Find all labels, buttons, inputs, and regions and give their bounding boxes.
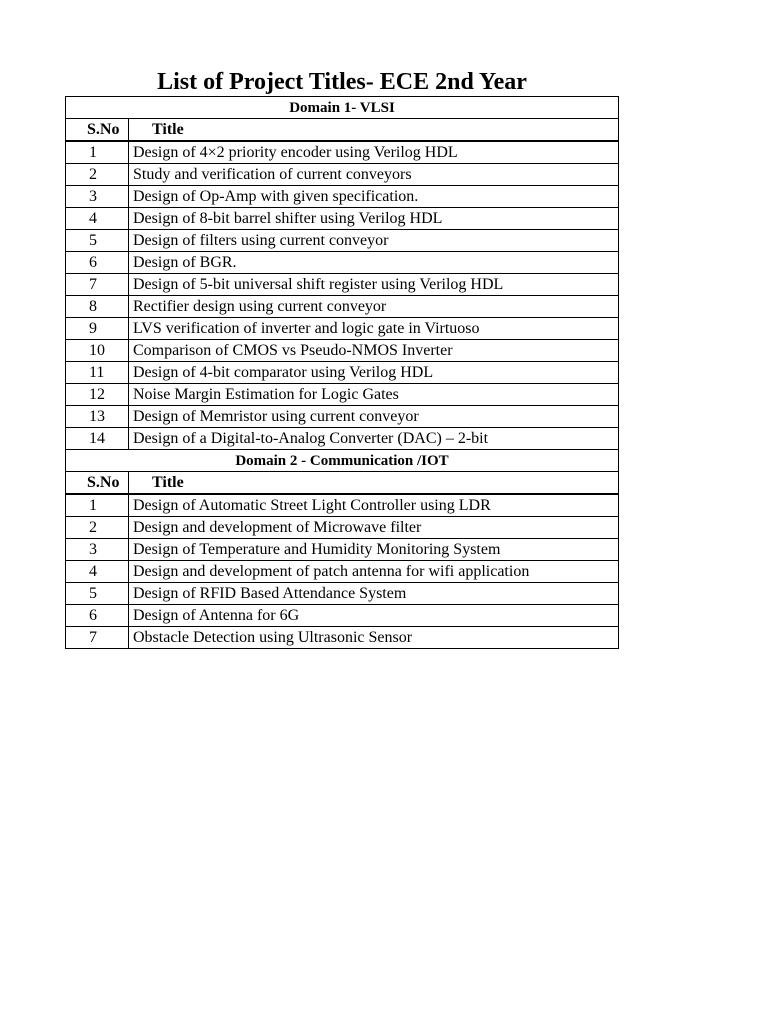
row-title: Noise Margin Estimation for Logic Gates <box>129 384 619 406</box>
domain-heading-row <box>66 450 619 472</box>
table-header-row <box>66 472 619 495</box>
column-header-sno: S.No <box>66 119 129 142</box>
domain-heading-row <box>66 97 619 119</box>
table-row <box>66 186 619 208</box>
row-title: Design of BGR. <box>129 252 619 274</box>
table-row <box>66 208 619 230</box>
row-title: Study and verification of current conveyors <box>129 164 619 186</box>
table-row <box>66 517 619 539</box>
row-sno: 1 <box>66 494 129 517</box>
row-sno: 9 <box>66 318 129 340</box>
row-sno: 3 <box>66 186 129 208</box>
row-sno: 4 <box>66 208 129 230</box>
table-row <box>66 561 619 583</box>
project-titles-table <box>65 96 619 649</box>
table-row <box>66 141 619 164</box>
table-row <box>66 230 619 252</box>
table-row <box>66 318 619 340</box>
row-title: Design of Antenna for 6G <box>129 605 619 627</box>
row-sno: 10 <box>66 340 129 362</box>
row-title: Design of Memristor using current conveyor <box>129 406 619 428</box>
row-title: Design of 4-bit comparator using Verilog HDL <box>129 362 619 384</box>
project-table-body <box>66 97 619 649</box>
table-row <box>66 384 619 406</box>
row-sno: 5 <box>66 230 129 252</box>
row-sno: 6 <box>66 605 129 627</box>
column-header-title: Title <box>129 472 619 495</box>
table-row <box>66 627 619 649</box>
row-sno: 2 <box>66 517 129 539</box>
row-sno: 13 <box>66 406 129 428</box>
domain-heading: Domain 1- VLSI <box>66 97 619 119</box>
row-title: Design of RFID Based Attendance System <box>129 583 619 605</box>
table-header-row <box>66 119 619 142</box>
row-sno: 11 <box>66 362 129 384</box>
row-title: Design of 5-bit universal shift register using Verilog HDL <box>129 274 619 296</box>
table-row <box>66 605 619 627</box>
row-title: Design of filters using current conveyor <box>129 230 619 252</box>
row-title: Design and development of Microwave filter <box>129 517 619 539</box>
row-sno: 6 <box>66 252 129 274</box>
row-title: Design of Automatic Street Light Controller using LDR <box>129 494 619 517</box>
row-title: Design and development of patch antenna for wifi application <box>129 561 619 583</box>
column-header-title: Title <box>129 119 619 142</box>
column-header-sno: S.No <box>66 472 129 495</box>
row-sno: 3 <box>66 539 129 561</box>
row-sno: 2 <box>66 164 129 186</box>
row-title: LVS verification of inverter and logic gate in Virtuoso <box>129 318 619 340</box>
table-row <box>66 539 619 561</box>
domain-heading: Domain 2 - Communication /IOT <box>66 450 619 472</box>
row-title: Obstacle Detection using Ultrasonic Sensor <box>129 627 619 649</box>
table-row <box>66 340 619 362</box>
table-row <box>66 494 619 517</box>
table-row <box>66 428 619 450</box>
row-sno: 1 <box>66 141 129 164</box>
row-title: Design of Op-Amp with given specification. <box>129 186 619 208</box>
row-title: Design of Temperature and Humidity Monitoring System <box>129 539 619 561</box>
row-title: Design of 4×2 priority encoder using Verilog HDL <box>129 141 619 164</box>
row-sno: 5 <box>66 583 129 605</box>
row-title: Rectifier design using current conveyor <box>129 296 619 318</box>
table-row <box>66 296 619 318</box>
table-row <box>66 406 619 428</box>
row-title: Design of a Digital-to-Analog Converter (DAC) – 2-bit <box>129 428 619 450</box>
page-title: List of Project Titles- ECE 2nd Year <box>157 69 527 95</box>
row-sno: 7 <box>66 274 129 296</box>
table-row <box>66 274 619 296</box>
row-sno: 14 <box>66 428 129 450</box>
row-sno: 4 <box>66 561 129 583</box>
table-row <box>66 362 619 384</box>
row-sno: 7 <box>66 627 129 649</box>
table-row <box>66 583 619 605</box>
row-sno: 12 <box>66 384 129 406</box>
row-title: Comparison of CMOS vs Pseudo-NMOS Inverter <box>129 340 619 362</box>
table-row <box>66 252 619 274</box>
table-row <box>66 164 619 186</box>
row-title: Design of 8-bit barrel shifter using Verilog HDL <box>129 208 619 230</box>
row-sno: 8 <box>66 296 129 318</box>
